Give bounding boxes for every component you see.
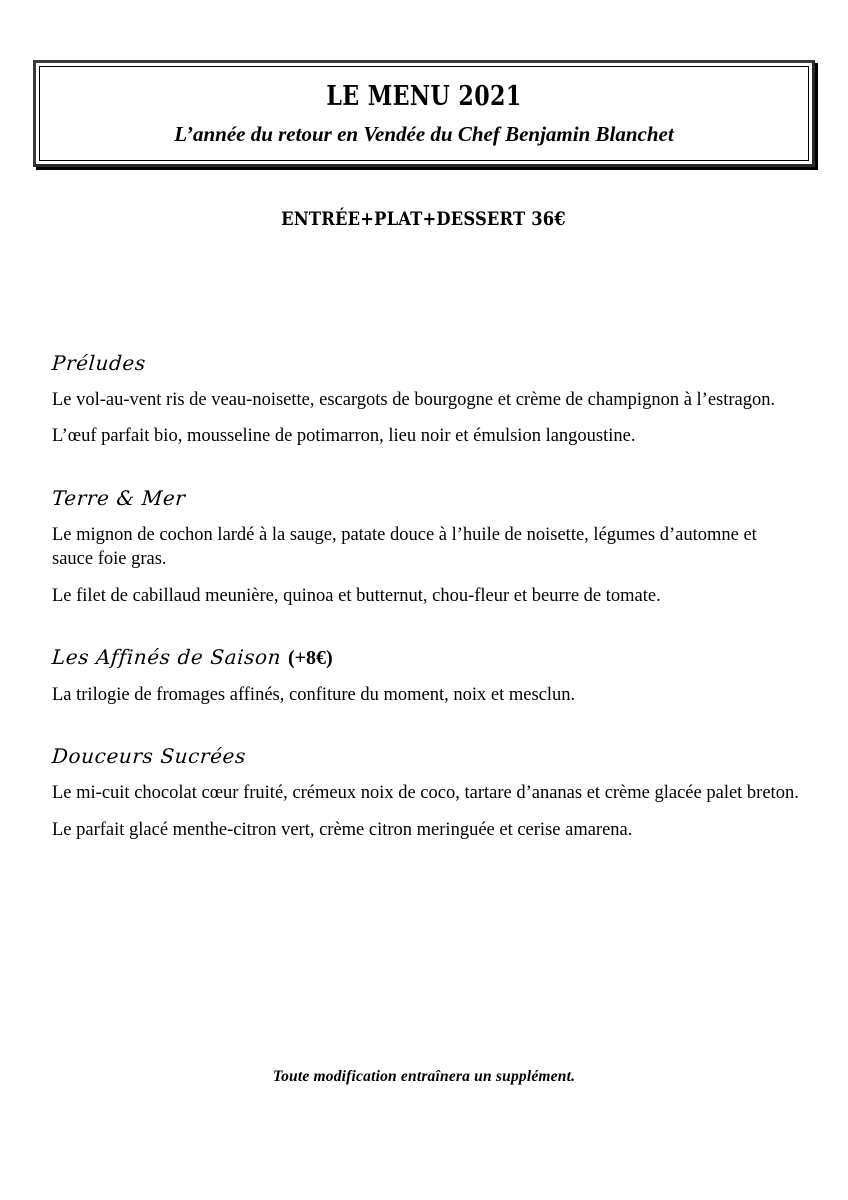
menu-dish: Le mi-cuit chocolat cœur fruité, crémeux noix de coco, tartare d’ananas et crème glacée palet breton.: [52, 783, 799, 804]
section-heading: [51, 487, 801, 509]
menu-section-terre-et-mer: [52, 487, 800, 608]
menu-section-affines-de-saison: [52, 646, 800, 707]
menu-dish: Le parfait glacé menthe-citron vert, crème citron meringuée et cerise amarena.: [52, 819, 633, 840]
section-heading: [51, 646, 801, 669]
section-heading-label: Les Affinés de Saison: [51, 645, 283, 670]
menu-sections: [52, 352, 800, 842]
menu-section-douceurs-sucrees: [52, 745, 800, 842]
menu-price-line: [0, 208, 848, 230]
section-supplement-price: (+8€): [288, 647, 333, 670]
menu-footer-note: Toute modification entraînera un supplément.: [272, 1068, 576, 1085]
section-heading-label: Terre & Mer: [51, 485, 187, 510]
section-heading-label: Préludes: [51, 351, 147, 375]
menu-dish: Le filet de cabillaud meunière, quinoa et butternut, chou-fleur et beurre de tomate.: [52, 585, 661, 606]
menu-header-frame: [33, 60, 815, 167]
menu-dish: La trilogie de fromages affinés, confiture du moment, noix et mesclun.: [52, 685, 576, 706]
section-heading-label: Douceurs Sucrées: [51, 744, 247, 769]
menu-section-preludes: [52, 352, 800, 449]
menu-dish: L’œuf parfait bio, mousseline de potimarron, lieu noir et émulsion langoustine.: [52, 426, 636, 447]
menu-header-inner-frame: [39, 66, 809, 161]
page-subtitle: L’année du retour en Vendée du Chef Benjamin Blanchet: [174, 122, 674, 147]
menu-dish: Le mignon de cochon lardé à la sauge, patate douce à l’huile de noisette, légumes d’automne et sauce foie gras.: [52, 524, 757, 570]
menu-price-text: ENTRÉE+PLAT+DESSERT 36€: [281, 208, 567, 230]
page-title: LE MENU 2021: [326, 81, 522, 112]
section-heading: [51, 352, 801, 374]
menu-dish: Le vol-au-vent ris de veau-noisette, escargots de bourgogne et crème de champignon à l’estragon.: [52, 390, 776, 410]
section-heading: [51, 745, 801, 767]
